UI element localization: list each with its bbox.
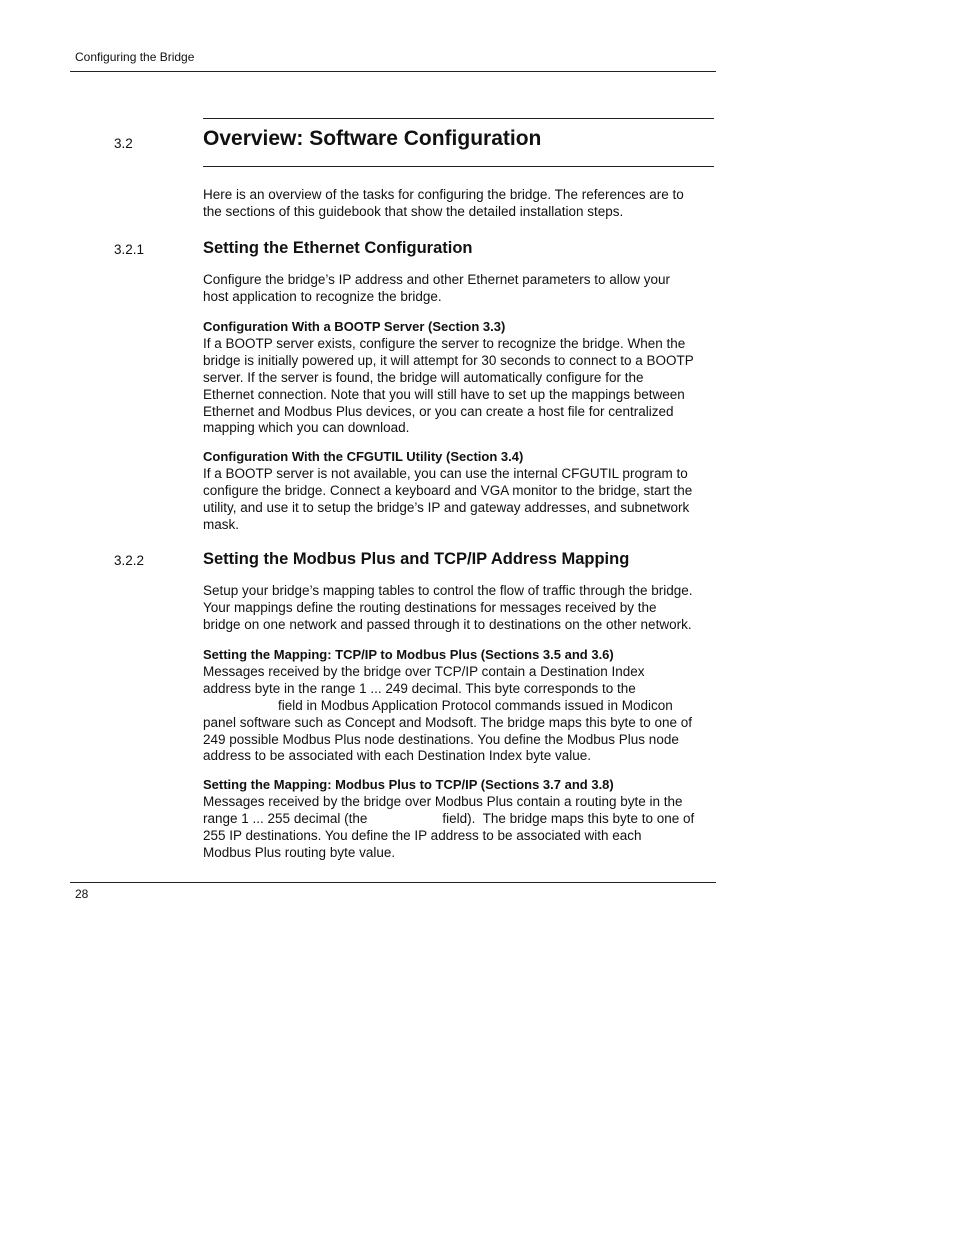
paragraph-line: address byte in the range 1 ... 249 decimal. This byte corresponds to the	[203, 680, 636, 696]
mbp-to-tcp-paragraph	[203, 777, 723, 862]
paragraph-line: Messages received by the bridge over Modbus Plus contain a routing byte in the	[203, 793, 683, 809]
paragraph-line: If a BOOTP server exists, configure the server to recognize the bridge. When the	[203, 335, 686, 351]
paragraph-line: Ethernet and Modbus Plus devices, or you can create a host file for centralized	[203, 403, 674, 419]
bootp-paragraph	[203, 319, 723, 437]
footer-rule	[70, 882, 716, 883]
paragraph-lead: Setting the Mapping: Modbus Plus to TCP/IP (Sections 3.7 and 3.8)	[203, 777, 614, 792]
subsection-number: 3.2.1	[114, 242, 145, 257]
paragraph-line: mask.	[203, 516, 240, 532]
paragraph-line: Setup your bridge’s mapping tables to control the flow of traffic through the bridge.	[203, 583, 693, 598]
paragraph-line: Here is an overview of the tasks for configuring the bridge. The references are to	[203, 187, 684, 202]
paragraph-line: utility, and use it to setup the bridge’s IP and gateway addresses, and subnetwork	[203, 499, 690, 515]
section-title: Overview: Software Configuration	[203, 127, 542, 150]
paragraph-line: panel software such as Concept and Modsoft. The bridge maps this byte to one of	[203, 714, 693, 730]
subsection-title: Setting the Ethernet Configuration	[203, 239, 473, 257]
paragraph-line: If a BOOTP server is not available, you can use the internal CFGUTIL program to	[203, 465, 688, 481]
page-number: 28	[75, 887, 89, 901]
paragraph-line: mapping which you can download.	[203, 420, 410, 436]
paragraph-line: 255 IP destinations. You define the IP address to be associated with each	[203, 827, 642, 843]
paragraph-line: address to be associated with each Destination Index byte value.	[203, 748, 591, 764]
paragraph-lead: Configuration With the CFGUTIL Utility (Section 3.4)	[203, 449, 524, 464]
paragraph-line: Modbus Plus routing byte value.	[203, 844, 396, 860]
paragraph-line: Your mappings define the routing destinations for messages received by the	[203, 599, 657, 615]
paragraph-line: the sections of this guidebook that show the detailed installation steps.	[203, 203, 624, 219]
subsection-number: 3.2.2	[114, 553, 145, 568]
paragraph-line: Ethernet connection. Note that you will still have to set up the mappings between	[203, 386, 685, 402]
paragraph-line: bridge is initially powered up, it will attempt for 30 seconds to connect to a BOOTP	[203, 352, 694, 368]
subsection-title: Setting the Modbus Plus and TCP/IP Address Mapping	[203, 550, 630, 568]
title-top-rule	[203, 118, 714, 119]
paragraph-line: server. If the server is found, the bridge will automatically configure for the	[203, 369, 644, 385]
paragraph-line: field in Modbus Application Protocol commands issued in Modicon	[203, 697, 673, 713]
title-bottom-rule	[203, 166, 714, 167]
paragraph-line: Configure the bridge’s IP address and other Ethernet parameters to allow your	[203, 272, 671, 287]
paragraph-line: range 1 ... 255 decimal (the field). The bridge maps this byte to one of	[203, 810, 695, 826]
tcp-to-mbp-paragraph	[203, 647, 723, 765]
paragraph-line: bridge on one network and passed through it to destinations on the other network.	[203, 616, 692, 632]
header-rule	[70, 71, 716, 72]
paragraph-lead: Setting the Mapping: TCP/IP to Modbus Plus (Sections 3.5 and 3.6)	[203, 647, 614, 662]
paragraph-line: 249 possible Modbus Plus node destinations. You define the Modbus Plus node	[203, 731, 679, 747]
paragraph-line: configure the bridge. Connect a keyboard and VGA monitor to the bridge, start the	[203, 482, 693, 498]
section-number: 3.2	[114, 136, 133, 151]
running-header: Configuring the Bridge	[75, 50, 195, 64]
sub2-intro	[203, 583, 723, 634]
paragraph-lead: Configuration With a BOOTP Server (Section 3.3)	[203, 319, 506, 334]
sub1-intro	[203, 272, 723, 306]
paragraph-line: host application to recognize the bridge.	[203, 288, 442, 304]
section-intro	[203, 187, 723, 221]
cfgutil-paragraph	[203, 449, 723, 534]
paragraph-line: Messages received by the bridge over TCP/IP contain a Destination Index	[203, 663, 645, 679]
